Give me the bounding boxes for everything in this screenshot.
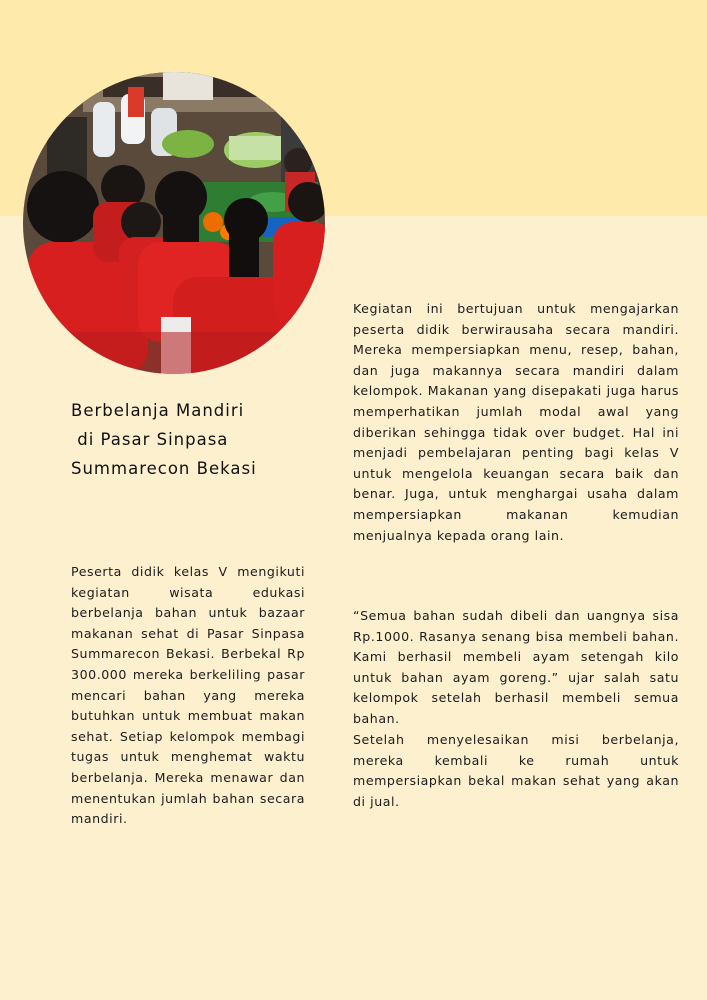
market-photo	[23, 72, 325, 374]
title-line-2: di Pasar Sinpasa	[71, 430, 229, 449]
right-column-purpose	[353, 299, 679, 546]
title-line-3: Summarecon Bekasi	[71, 459, 257, 478]
purpose-paragraph: Kegiatan ini bertujuan untuk mengajarkan peserta didik berwirausaha secara mandiri. Mereka mempersiapkan menu, resep, bahan, dan juga makannya secara mandiri dalam kelompok. Makanan yang disepakati juga harus memperhatikan jumlah modal awal yang diberikan sehingga tidak over budget. Hal ini menjadi pembelajaran penting bagi kelas V untuk mengelola keuangan secara baik dan benar. Juga, untuk menghargai usaha dalam mempersiapkan makanan kemudian menjualnya kepada orang lain.	[353, 301, 679, 543]
intro-paragraph: Peserta didik kelas V mengikuti kegiatan wisata edukasi berbelanja bahan untuk bazaar makanan sehat di Pasar Sinpasa Summarecon Bekasi. Berbekal Rp 300.000 mereka berkeliling pasar mencari bahan yang mereka butuhkan untuk membuat makan sehat. Setiap kelompok membagi tugas untuk menghemat waktu berbelanja. Mereka menawar dan menentukan jumlah bahan secara mandiri.	[71, 564, 305, 827]
left-column	[71, 562, 305, 830]
right-column-quote	[353, 606, 679, 730]
market-photo-illustration	[23, 72, 325, 374]
quote-paragraph: “Semua bahan sudah dibeli dan uangnya sisa Rp.1000. Rasanya senang bisa membeli bahan. Kami berhasil membeli ayam setengah kilo untuk bahan ayam goreng.” ujar salah satu kelompok setelah berhasil membeli semua bahan.	[353, 608, 679, 726]
closing-paragraph: Setelah menyelesaikan misi berbelanja, mereka kembali ke rumah untuk mempersiapkan bekal makan sehat yang akan di jual.	[353, 732, 679, 809]
right-column-closing	[353, 730, 679, 812]
article-title	[71, 396, 321, 483]
title-line-1: Berbelanja Mandiri	[71, 401, 245, 420]
